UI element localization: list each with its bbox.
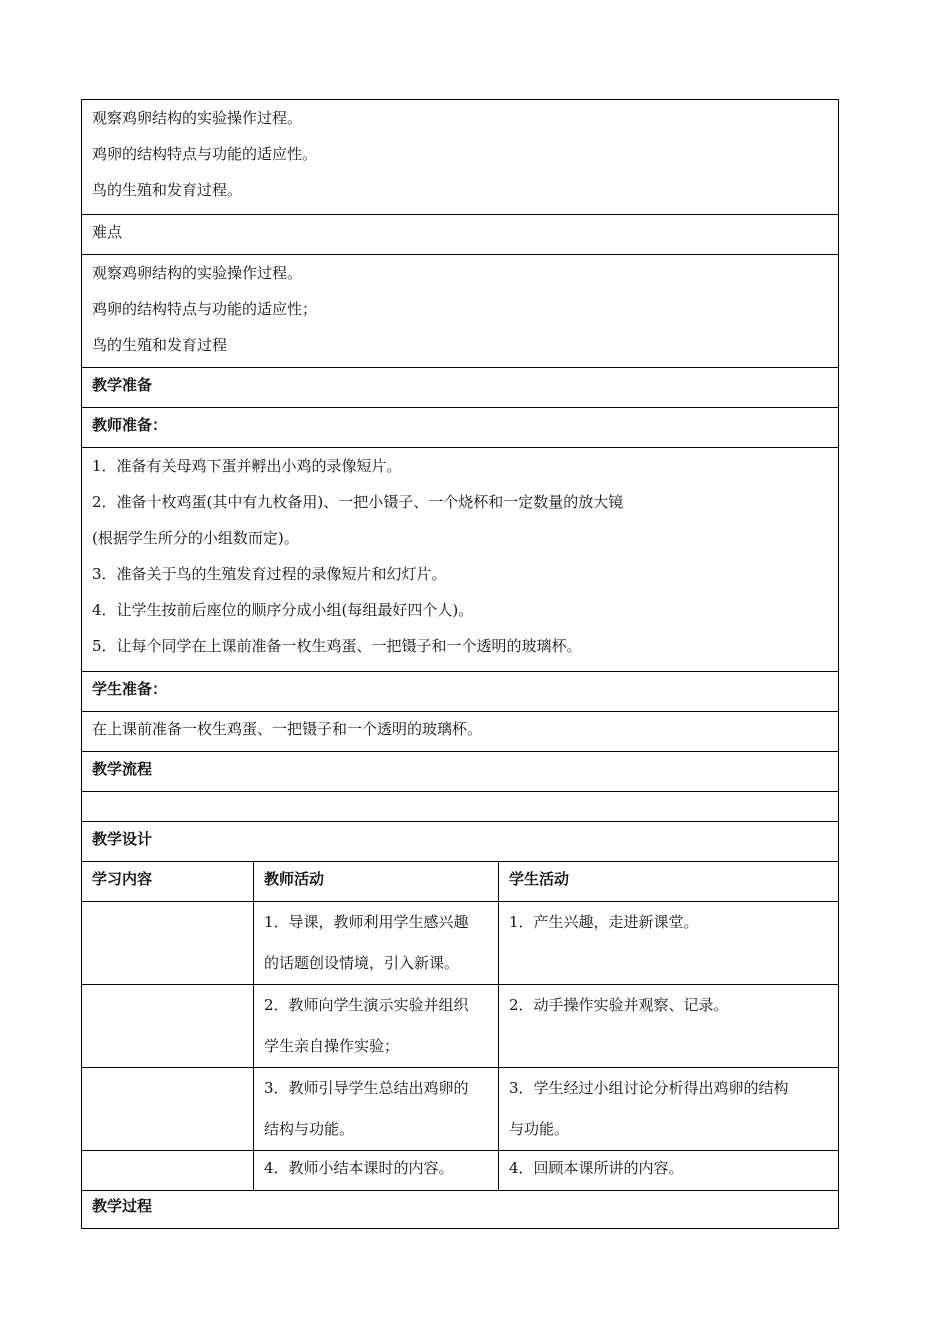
teacher-activity-cell <box>254 902 499 985</box>
teacher-activity-cell <box>254 1068 499 1151</box>
empty-row <box>82 792 839 822</box>
teacher-prep-line: 1．准备有关母鸡下蛋并孵出小鸡的录像短片。 <box>92 457 402 475</box>
key-points-cell <box>82 100 839 215</box>
difficulty-line: 观察鸡卵结构的实验操作过程。 <box>92 264 303 282</box>
difficulty-cell <box>82 255 839 368</box>
header-student: 学生活动 <box>499 862 839 902</box>
design-header-row <box>82 862 839 902</box>
teacher-prep-row <box>82 448 839 672</box>
student-activity-line: 1．产生兴趣，走进新课堂。 <box>509 913 699 931</box>
design-row <box>82 1151 839 1191</box>
design-row <box>82 985 839 1068</box>
key-point-line: 鸟的生殖和发育过程。 <box>92 181 243 199</box>
student-prep-title-row <box>82 672 839 712</box>
student-activity-line: 4．回顾本课所讲的内容。 <box>509 1159 684 1177</box>
teacher-activity-cell <box>254 985 499 1068</box>
teaching-prep-title: 教学准备 <box>82 368 839 408</box>
design-row <box>82 1068 839 1151</box>
teacher-prep-title: 教师准备： <box>82 408 839 448</box>
teacher-activity-line: 学生亲自操作实验； <box>264 1037 400 1055</box>
student-activity-line: 3．学生经过小组讨论分析得出鸡卵的结构 <box>509 1079 789 1097</box>
lesson-plan-table <box>81 99 839 1229</box>
teacher-prep-title-row <box>82 408 839 448</box>
student-activity-cell <box>499 985 839 1068</box>
teaching-prep-row <box>82 368 839 408</box>
teacher-activity-line: 2．教师向学生演示实验并组织 <box>264 996 469 1014</box>
student-prep-title: 学生准备： <box>82 672 839 712</box>
teacher-prep-line: 5．让每个同学在上课前准备一枚生鸡蛋、一把镊子和一个透明的玻璃杯。 <box>92 637 582 655</box>
teacher-prep-cell <box>82 448 839 672</box>
student-activity-line: 2．动手操作实验并观察、记录。 <box>509 996 729 1014</box>
content-cell <box>82 985 254 1068</box>
student-activity-line: 与功能。 <box>509 1120 570 1138</box>
teacher-prep-line: (根据学生所分的小组数而定)。 <box>92 529 299 547</box>
difficulty-title: 难点 <box>82 215 839 255</box>
student-activity-cell <box>499 1068 839 1151</box>
header-teacher: 教师活动 <box>254 862 499 902</box>
teacher-prep-line: 4．让学生按前后座位的顺序分成小组(每组最好四个人)。 <box>92 601 474 619</box>
content-cell <box>82 902 254 985</box>
student-prep-text: 在上课前准备一枚生鸡蛋、一把镊子和一个透明的玻璃杯。 <box>82 712 839 752</box>
difficulty-line: 鸟的生殖和发育过程 <box>92 336 228 354</box>
content-cell <box>82 1151 254 1191</box>
teacher-prep-line: 2．准备十枚鸡蛋(其中有九枚备用)、一把小镊子、一个烧杯和一定数量的放大镜 <box>92 493 624 511</box>
teacher-activity-line: 4．教师小结本课时的内容。 <box>264 1159 454 1177</box>
difficulty-title-row <box>82 215 839 255</box>
teacher-prep-line: 3．准备关于鸟的生殖发育过程的录像短片和幻灯片。 <box>92 565 447 583</box>
difficulty-row <box>82 255 839 368</box>
key-point-line: 观察鸡卵结构的实验操作过程。 <box>92 109 303 127</box>
teaching-flow-row <box>82 752 839 792</box>
teaching-process-row <box>82 1191 839 1229</box>
empty-cell <box>82 792 839 822</box>
key-point-line: 鸡卵的结构特点与功能的适应性。 <box>92 145 318 163</box>
content-cell <box>82 1068 254 1151</box>
teaching-flow-title: 教学流程 <box>82 752 839 792</box>
design-row <box>82 902 839 985</box>
header-content: 学习内容 <box>82 862 254 902</box>
teaching-design-row <box>82 822 839 862</box>
teacher-activity-line: 3．教师引导学生总结出鸡卵的 <box>264 1079 469 1097</box>
student-activity-cell <box>499 1151 839 1191</box>
student-prep-row <box>82 712 839 752</box>
teacher-activity-line: 1．导课，教师利用学生感兴趣 <box>264 913 469 931</box>
key-points-row <box>82 100 839 215</box>
teacher-activity-cell <box>254 1151 499 1191</box>
teaching-process-title: 教学过程 <box>82 1191 839 1229</box>
teaching-design-title: 教学设计 <box>82 822 839 862</box>
teacher-activity-line: 的话题创设情境，引入新课。 <box>264 954 460 972</box>
difficulty-line: 鸡卵的结构特点与功能的适应性； <box>92 300 318 318</box>
teacher-activity-line: 结构与功能。 <box>264 1120 355 1138</box>
student-activity-cell <box>499 902 839 985</box>
